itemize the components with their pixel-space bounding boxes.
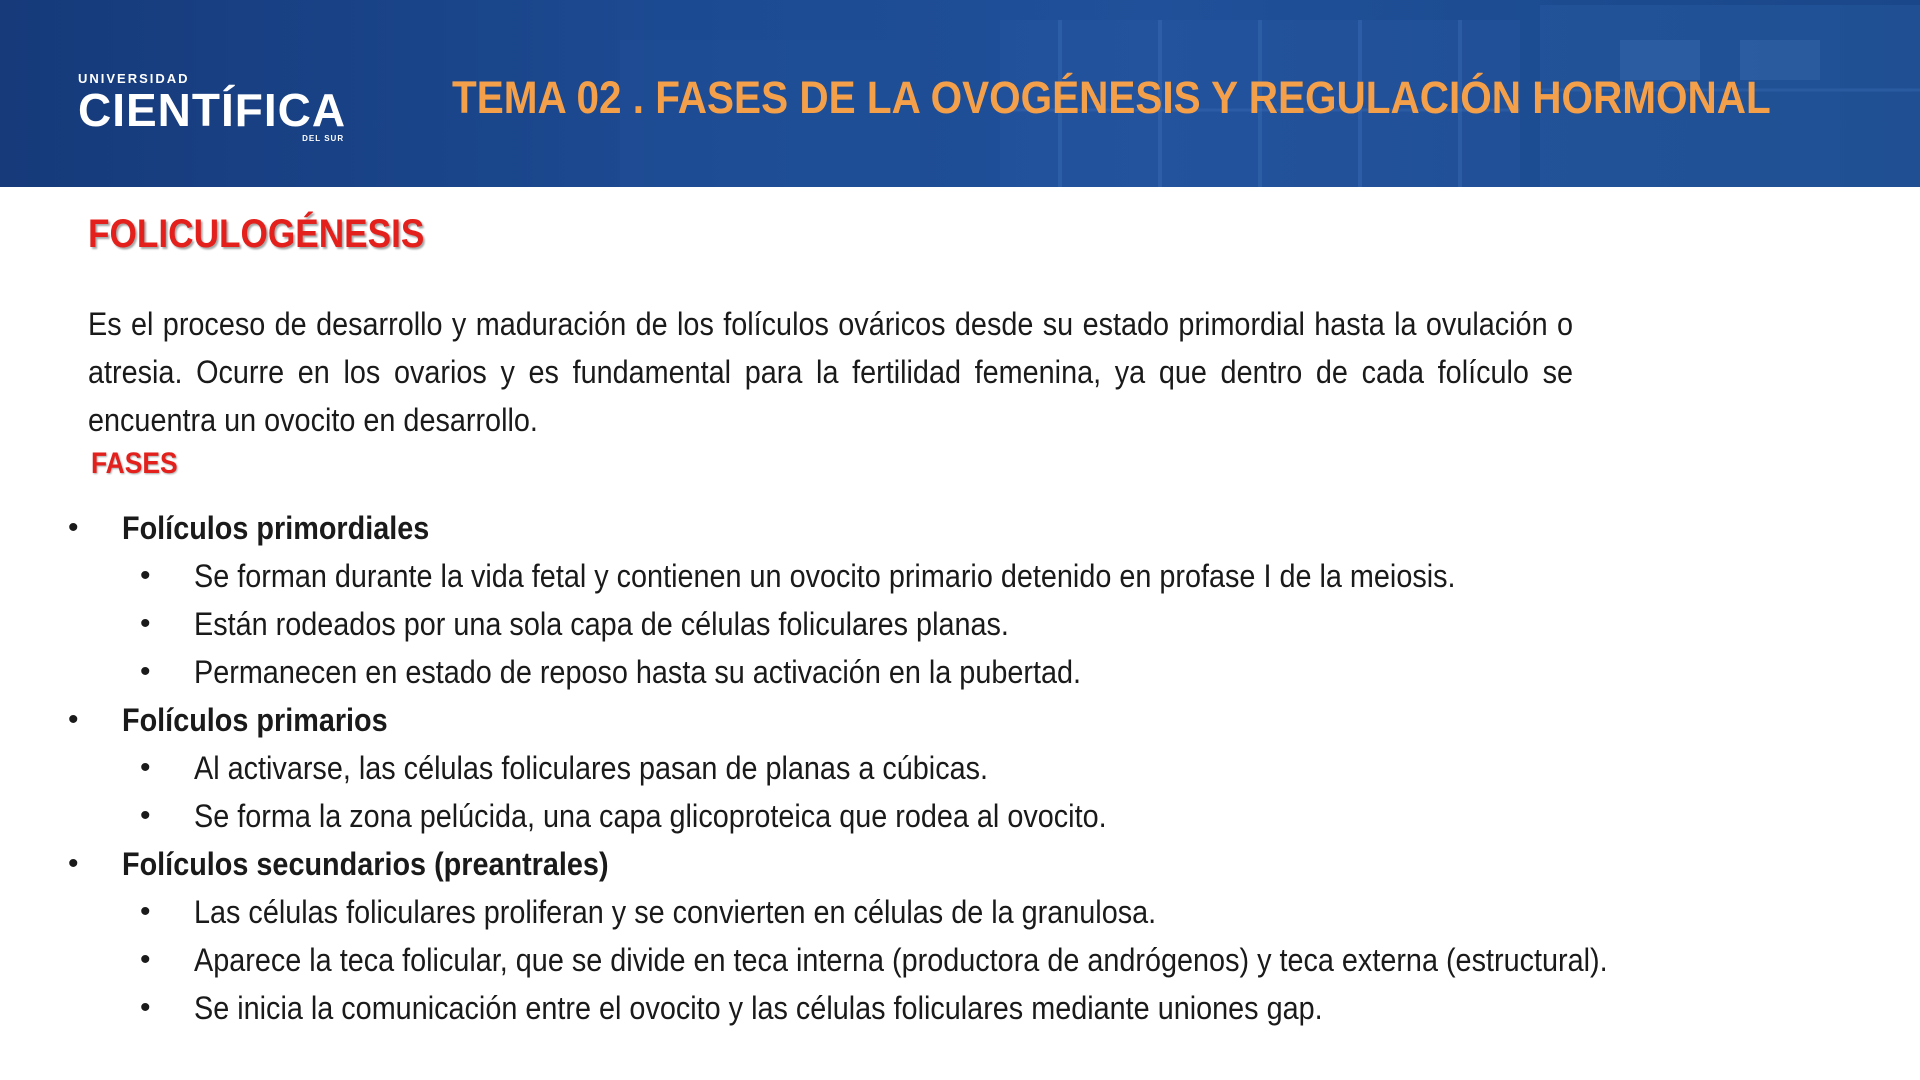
bullet-icon: • [140,559,151,592]
list-item-text: Se forma la zona pelúcida, una capa glicoproteica que rodea al ovocito. [194,798,1107,834]
phase-item [0,504,1920,552]
slide-header [0,0,1920,187]
phases-list [0,504,1920,1032]
list-item [0,984,1920,1032]
phase-item [0,696,1920,744]
subsection-title: FASES [91,447,178,480]
bullet-icon: • [140,607,151,640]
list-item [0,600,1920,648]
list-item [0,936,1920,984]
section-title: FOLICULOGÉNESIS [88,212,425,256]
list-item [0,744,1920,792]
phase-title: Folículos primordiales [122,510,430,546]
list-item-text: Las células foliculares proliferan y se convierten en células de la granulosa. [194,894,1157,930]
bullet-icon: • [140,943,151,976]
phase-title: Folículos primarios [122,702,388,738]
slide-title: TEMA 02 . FASES DE LA OVOGÉNESIS Y REGULACIÓN HORMONAL [452,72,1771,123]
bullet-icon: • [140,895,151,928]
bullet-icon: • [68,703,79,736]
logo-top-text: UNIVERSIDAD [78,71,190,86]
bullet-icon: • [140,991,151,1024]
intro-paragraph: Es el proceso de desarrollo y maduración de los folículos ováricos desde su estado primordial hasta la ovulación o atresia. Ocurre en los ovarios y es fundamental para la fertilidad femenina, ya que dentro de cada folículo se encuentra un ovocito en desarrollo. [88,306,1573,438]
bullet-icon: • [140,751,151,784]
university-logo [78,72,346,144]
list-item-text: Están rodeados por una sola capa de células foliculares planas. [194,606,1009,642]
bullet-icon: • [68,847,79,880]
list-item-text: Aparece la teca folicular, que se divide en teca interna (productora de andrógenos) y teca externa (estructural). [194,942,1608,978]
list-item [0,552,1920,600]
list-item [0,792,1920,840]
bullet-icon: • [68,511,79,544]
logo-bottom-text: DEL SUR [302,134,345,143]
list-item [0,888,1920,936]
list-item-text: Se forman durante la vida fetal y contienen un ovocito primario detenido en profase I de la meiosis. [194,558,1456,594]
list-item-text: Se inicia la comunicación entre el ovocito y las células foliculares mediante uniones gap. [194,990,1323,1026]
list-item-text: Al activarse, las células foliculares pasan de planas a cúbicas. [194,750,989,786]
phase-item [0,840,1920,888]
phase-title: Folículos secundarios (preantrales) [122,846,609,882]
bullet-icon: • [140,799,151,832]
list-item-text: Permanecen en estado de reposo hasta su activación en la pubertad. [194,654,1081,690]
bullet-icon: • [140,655,151,688]
list-item [0,648,1920,696]
logo-main-text: CIENTÍFICA [78,84,347,136]
